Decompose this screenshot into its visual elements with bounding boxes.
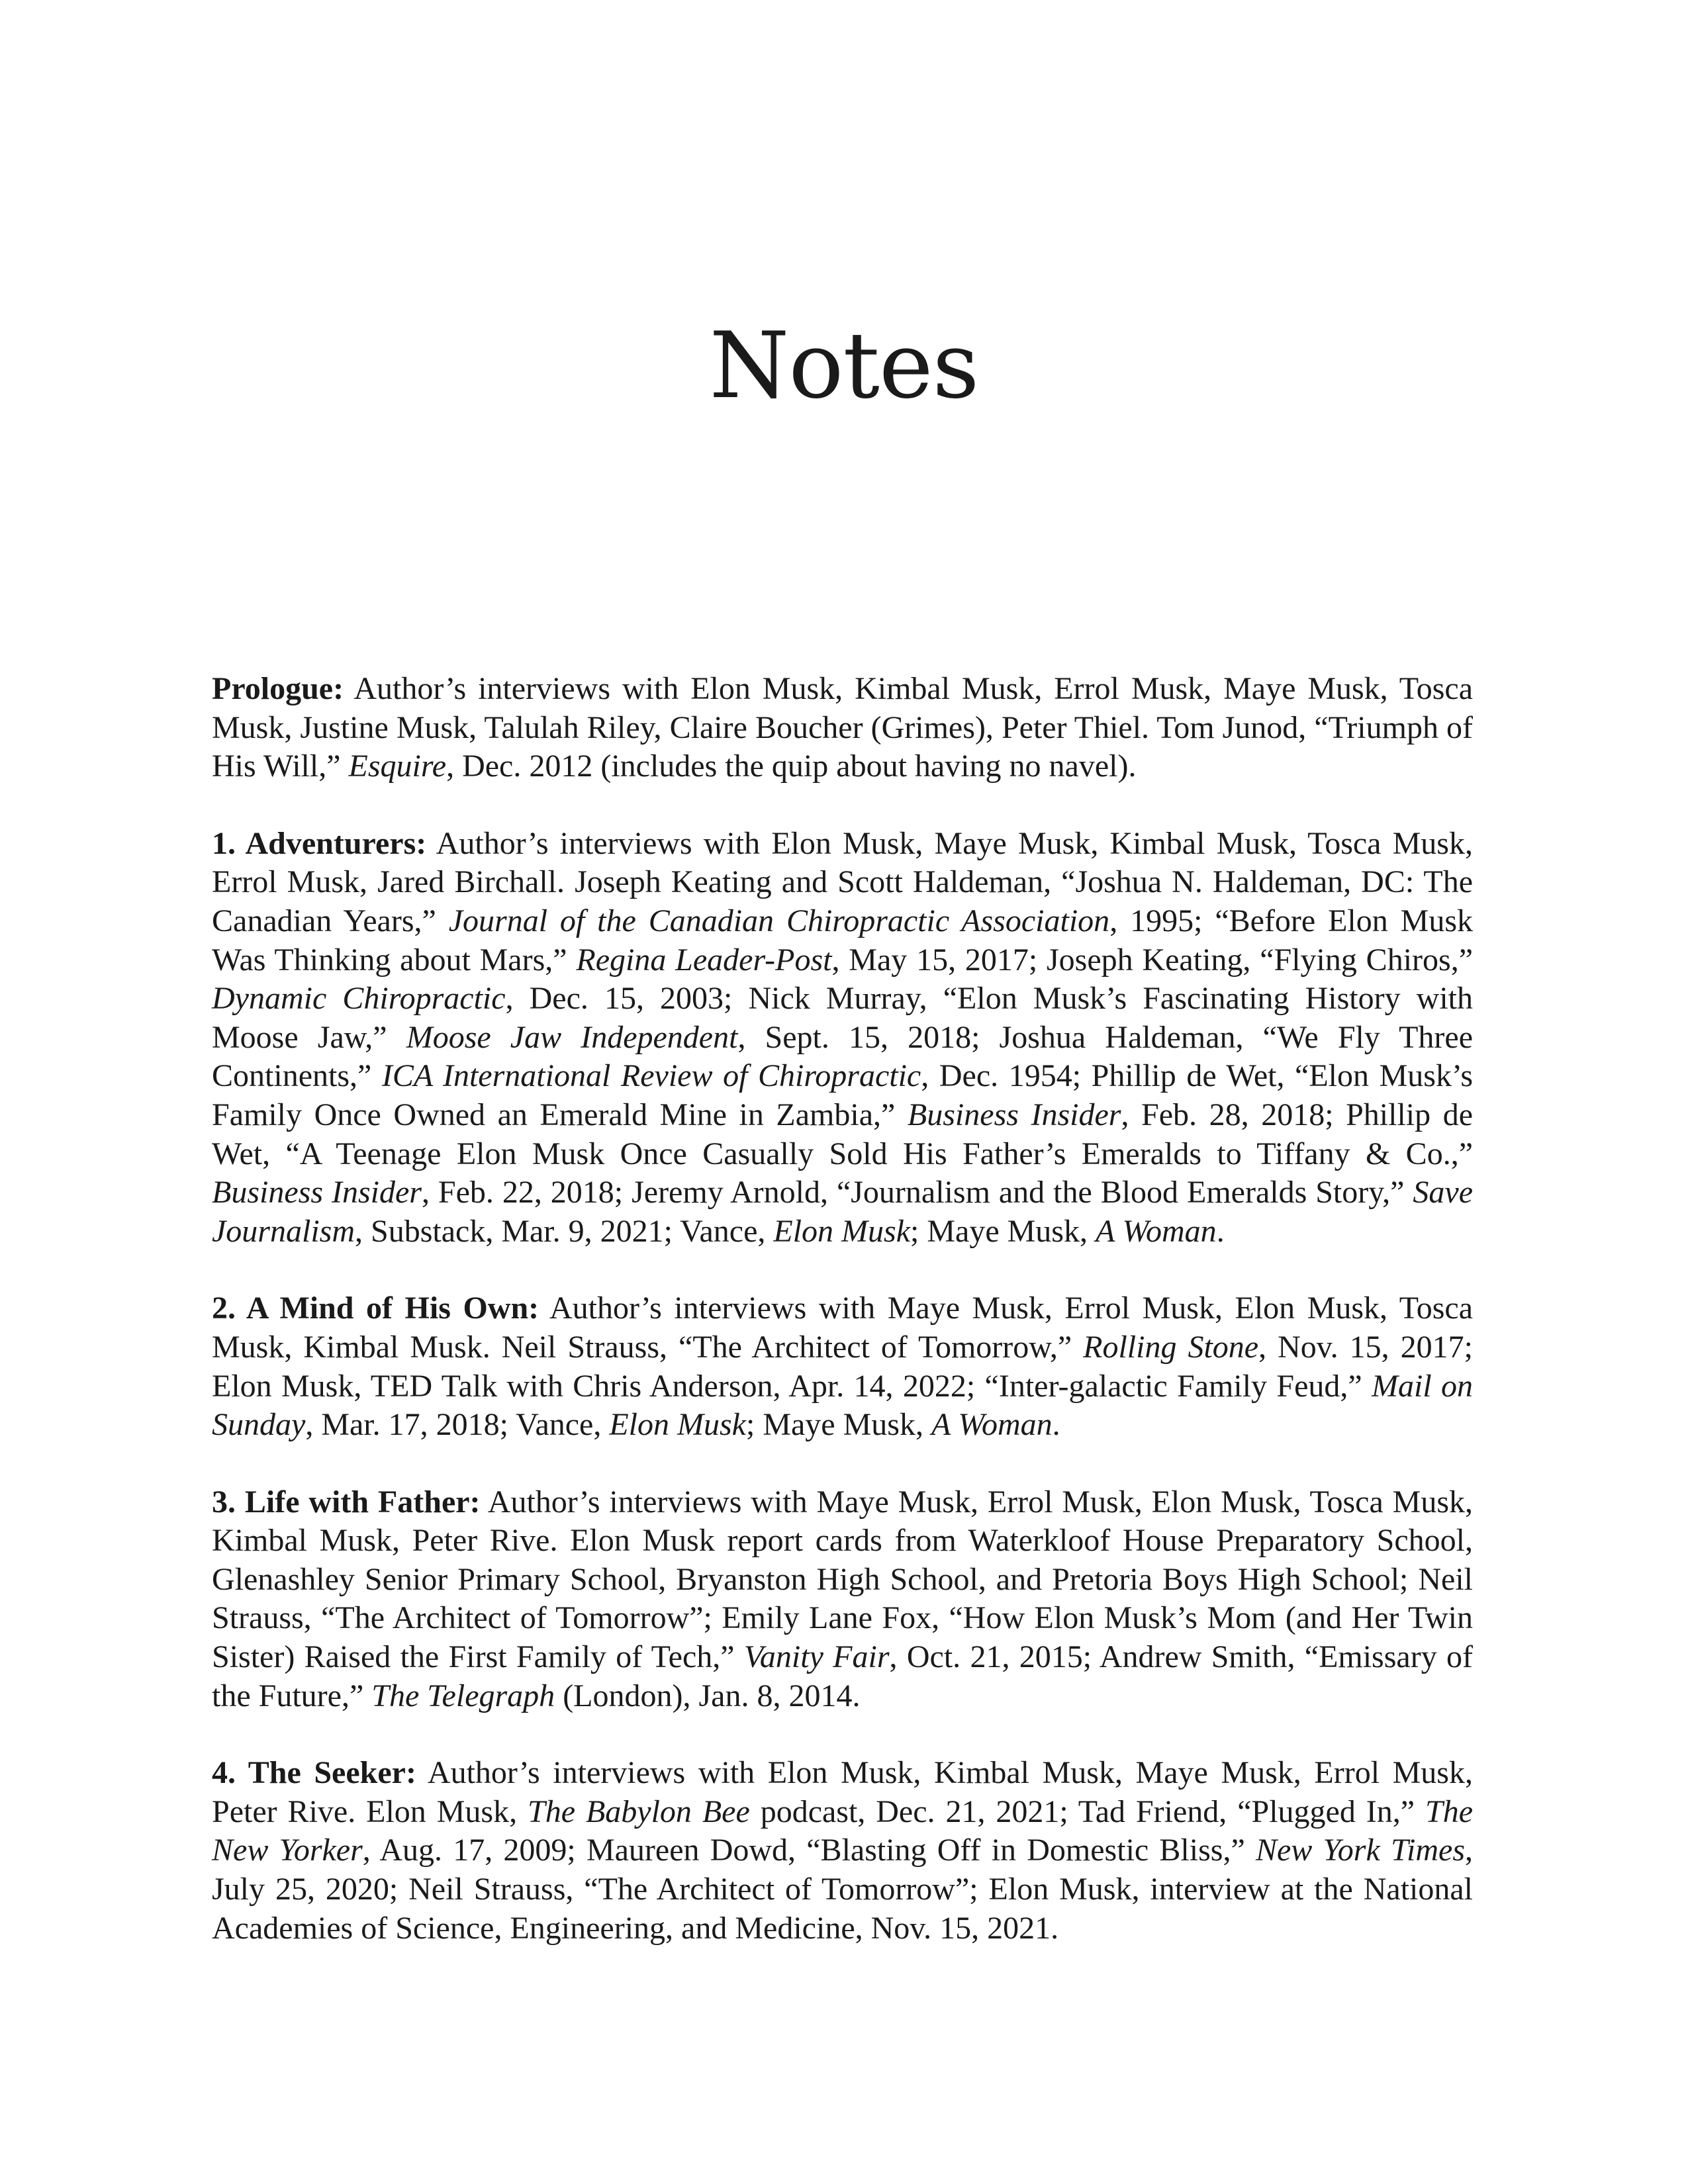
note-text: Author’s interviews with Maye Musk, Errol Musk, Elon Musk, Tosca Musk, Kimbal Musk, Peter Rive. Elon Musk report cards from Waterkloof House Preparatory School, Glenashley Senior Primary School, Bryanston High School, and Pretoria Boys High School; Neil Strauss, “The Architect of Tomorrow”; Emily Lane Fox, “How Elon Musk’s Mom (and Her Twin Sister) Raised the First Family of Tech,” xyxy=(212,1484,1473,1675)
note-prologue xyxy=(212,670,1473,786)
note-heading: 2. A Mind of His Own: xyxy=(212,1291,539,1326)
publication-title: Save Journalism xyxy=(212,1175,1473,1249)
publication-title: Business Insider xyxy=(907,1097,1121,1132)
note-heading: 1. Adventurers: xyxy=(212,825,427,861)
publication-title: The New Yorker xyxy=(212,1794,1474,1868)
note-text: ; Maye Musk, xyxy=(910,1213,1096,1249)
publication-title: Esquire xyxy=(348,749,447,784)
note-chapter-3 xyxy=(212,1483,1473,1716)
note-body xyxy=(212,671,1473,784)
note-text: , Substack, Mar. 9, 2021; Vance, xyxy=(355,1213,774,1249)
note-text: , 1995; “Before Elon Musk Was Thinking about Mars,” xyxy=(212,903,1474,978)
publication-title: Moose Jaw Independent xyxy=(406,1019,738,1055)
note-text: , Sept. 15, 2018; Joshua Haldeman, “We Fly Three Continents,” xyxy=(212,1019,1474,1094)
note-text: , Dec. 2012 (includes the quip about having no navel). xyxy=(446,749,1137,784)
note-heading: 3. Life with Father: xyxy=(212,1484,481,1520)
note-text: , Dec. 15, 2003; Nick Murray, “Elon Musk’s Fascinating History with Moose Jaw,” xyxy=(212,981,1474,1055)
note-text: Author’s interviews with Elon Musk, Kimbal Musk, Maye Musk, Errol Musk, Peter Rive. Elon Musk, xyxy=(212,1755,1473,1829)
note-text: . xyxy=(1216,1213,1225,1249)
publication-title: Regina Leader-Post xyxy=(576,942,832,978)
publication-title: ICA International Review of Chiropractic xyxy=(381,1058,921,1094)
note-heading: Prologue: xyxy=(212,671,344,706)
note-text: Author’s interviews with Elon Musk, Kimbal Musk, Errol Musk, Maye Musk, Tosca Musk, Justine Musk, Talulah Riley, Claire Boucher (Grimes), Peter Thiel. Tom Junod, “Triumph of His Will,” xyxy=(212,671,1473,784)
note-text: Author’s interviews with Elon Musk, Maye Musk, Kimbal Musk, Tosca Musk, Errol Musk, Jared Birchall. Joseph Keating and Scott Haldeman, “Joshua N. Haldeman, DC: The Canadian Years,” xyxy=(212,825,1473,938)
note-text: , Oct. 21, 2015; Andrew Smith, “Emissary of the Future,” xyxy=(212,1639,1474,1713)
note-chapter-1 xyxy=(212,825,1473,1251)
note-text: . xyxy=(1052,1407,1060,1443)
note-text: , Dec. 1954; Phillip de Wet, “Elon Musk’s Family Once Owned an Emerald Mine in Zambia,” xyxy=(212,1058,1474,1132)
publication-title: Elon Musk xyxy=(609,1407,746,1443)
note-body xyxy=(212,826,1473,1249)
publication-title: New York Times xyxy=(1255,1833,1466,1868)
note-text: , Feb. 22, 2018; Jeremy Arnold, “Journalism and the Blood Emeralds Story,” xyxy=(421,1175,1413,1210)
note-chapter-2 xyxy=(212,1289,1473,1444)
publication-title: The Telegraph xyxy=(371,1678,555,1713)
notes-list xyxy=(212,670,1473,1986)
publication-title: Rolling Stone xyxy=(1083,1329,1259,1365)
publication-title: A Woman xyxy=(1095,1213,1217,1249)
note-text: ; Maye Musk, xyxy=(745,1407,931,1443)
publication-title: The Babylon Bee xyxy=(528,1794,750,1829)
publication-title: A Woman xyxy=(931,1407,1053,1443)
note-text: , Aug. 17, 2009; Maureen Dowd, “Blasting Off in Domestic Bliss,” xyxy=(362,1833,1256,1868)
publication-title: Vanity Fair xyxy=(743,1639,890,1675)
note-text: (London), Jan. 8, 2014. xyxy=(555,1678,861,1713)
note-text: podcast, Dec. 21, 2021; Tad Friend, “Plugged In,” xyxy=(749,1794,1426,1829)
page-title: Notes xyxy=(709,312,979,419)
note-text: , Nov. 15, 2017; Elon Musk, TED Talk with Chris Anderson, Apr. 14, 2022; “Inter-galactic Family Feud,” xyxy=(212,1329,1474,1404)
note-text: Author’s interviews with Maye Musk, Errol Musk, Elon Musk, Tosca Musk, Kimbal Musk. Neil Strauss, “The Architect of Tomorrow,” xyxy=(212,1291,1473,1365)
publication-title: Journal of the Canadian Chiropractic Association xyxy=(448,903,1110,938)
note-text: , Mar. 17, 2018; Vance, xyxy=(305,1407,610,1443)
note-heading: 4. The Seeker: xyxy=(212,1755,416,1791)
publication-title: Mail on Sunday xyxy=(212,1368,1474,1443)
publication-title: Business Insider xyxy=(212,1175,422,1210)
note-text: , May 15, 2017; Joseph Keating, “Flying Chiros,” xyxy=(831,942,1474,978)
note-chapter-4 xyxy=(212,1754,1473,1948)
note-text: , July 25, 2020; Neil Strauss, “The Architect of Tomorrow”; Elon Musk, interview at the National Academies of Science, Engineering, and Medicine, Nov. 15, 2021. xyxy=(212,1833,1474,1946)
publication-title: Dynamic Chiropractic xyxy=(212,981,506,1017)
publication-title: Elon Musk xyxy=(773,1213,910,1249)
note-text: , Feb. 28, 2018; Phillip de Wet, “A Teenage Elon Musk Once Casually Sold His Father’s Emeralds to Tiffany & Co.,” xyxy=(212,1097,1474,1171)
